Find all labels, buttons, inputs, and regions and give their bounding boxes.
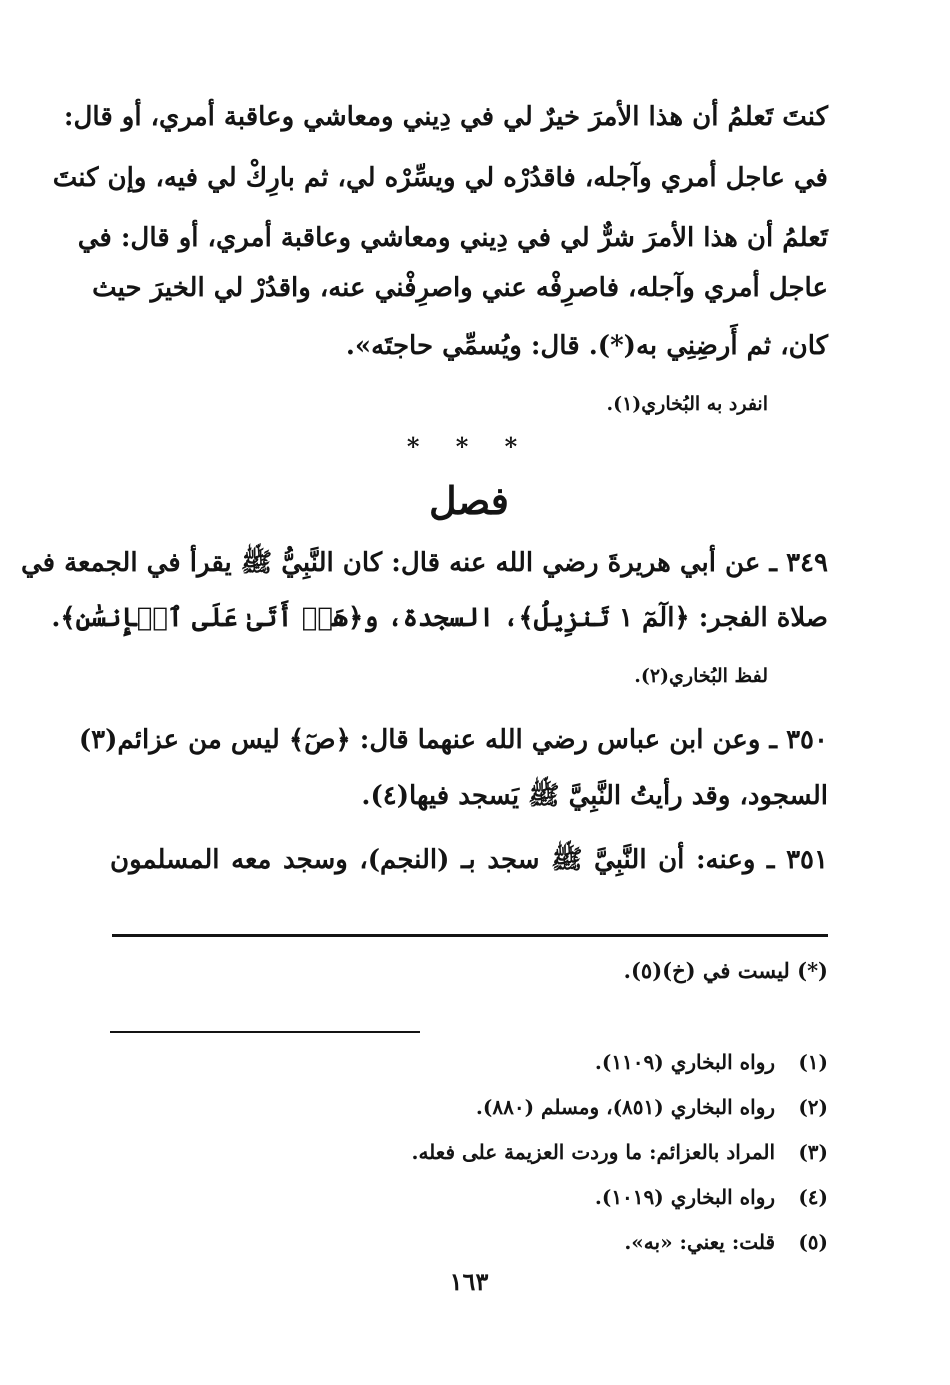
footnote-number: (٥) — [798, 1230, 828, 1254]
footnote-text: رواه البخاري (١٠١٩). — [594, 1185, 776, 1209]
footnote — [595, 1182, 828, 1212]
footnote — [595, 1047, 828, 1077]
footnote — [476, 1092, 828, 1122]
footnote-text: رواه البخاري (١١٠٩). — [594, 1050, 776, 1074]
hadith-line: صلاة الفجر: ﴿الٓمٓ ١ تَنزِيلُ﴾، السجدة، و﴿هَلۡ أَتَىٰ عَلَى ٱلۡإِنسَٰنِ﴾. — [51, 603, 828, 633]
hadith-line: السجود، وقد رأيتُ النَّبِيَّ ﷺ يَسجد فيها(٤). — [361, 781, 828, 811]
hadith-line: ٣٥٠ ـ وعن ابن عباس رضي الله عنهما قال: ﴿صٓ﴾ ليس من عزائم(٣) — [78, 725, 828, 755]
hadith-line: ٣٥١ ـ وعنه: أن النَّبِيَّ ﷺ سجد بـ (النجم)، وسجد معه المسلمون — [110, 845, 828, 875]
footnote-rule — [110, 1031, 420, 1033]
footnote-number: (٣) — [798, 1140, 828, 1164]
footnote — [412, 1137, 829, 1167]
hadith-line: ٣٤٩ ـ عن أبي هريرةَ رضي الله عنه قال: كان النَّبِيُّ ﷺ يقرأ في الجمعة في — [20, 548, 828, 578]
body-line: كنتَ تَعلمُ أن هذا الأمرَ خيرٌ لي في دِيني ومعاشي وعاقبة أمري، أو قال: — [63, 102, 828, 132]
body-line: عاجل أمري وآجله، فاصرِفْه عني واصرِفْني عنه، واقدُرْ لي الخيرَ حيث — [92, 273, 828, 303]
body-line: تَعلمُ أن هذا الأمرَ شرٌّ لي في دِيني ومعاشي وعاقبة أمري، أو قال: في — [77, 223, 828, 253]
star-note: (*) ليست في (خ)(٥). — [623, 958, 828, 983]
page-number: ١٦٣ — [449, 1267, 489, 1296]
footnote-number: (٢) — [798, 1095, 828, 1119]
footnote-separator — [112, 934, 828, 937]
section-separator: * * * — [406, 432, 532, 461]
footnote — [624, 1227, 828, 1257]
body-line: في عاجل أمري وآجله، فاقدُرْه لي ويسِّرْه لي، ثم بارِكْ لي فيه، وإن كنتَ — [52, 163, 828, 193]
source-note: لفظ البُخاري(٢). — [634, 665, 768, 687]
footnote-number: (٤) — [798, 1185, 828, 1209]
book-page — [20, 0, 828, 1385]
footnote-number: (١) — [798, 1050, 828, 1074]
footnote-text: قلت: يعني: «به». — [624, 1230, 776, 1254]
section-heading: فصل — [429, 478, 509, 523]
body-line: كان، ثم أَرضِنِي به(*). قال: ويُسمِّي حاجتَه». — [345, 331, 828, 361]
footnote-text: المراد بالعزائم: ما وردت العزيمة على فعله. — [411, 1140, 776, 1164]
source-note: انفرد به البُخاري(١). — [606, 393, 768, 415]
footnote-text: رواه البخاري (٨٥١)، ومسلم (٨٨٠). — [475, 1095, 776, 1119]
